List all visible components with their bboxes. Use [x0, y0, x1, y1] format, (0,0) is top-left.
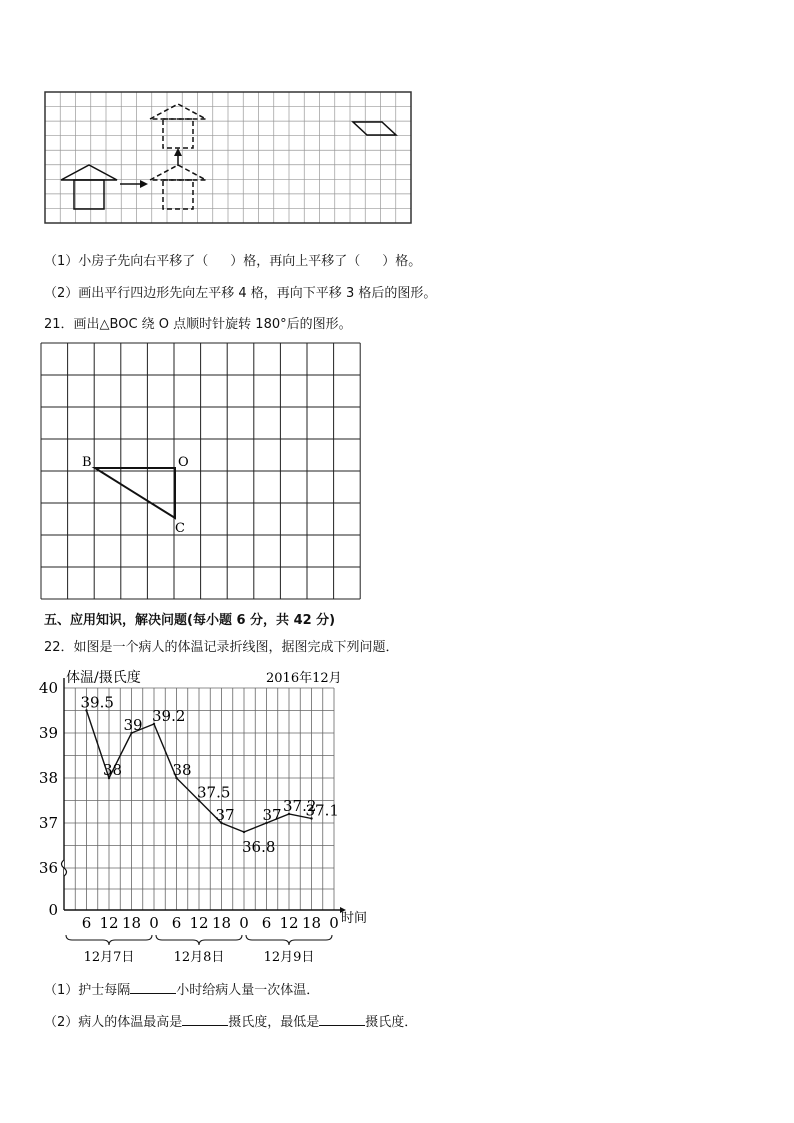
q22-part2-suffix: 摄氏度．: [365, 1015, 418, 1030]
q22-part2: [44, 1011, 417, 1030]
q20-part1-suffix: ）格。: [382, 254, 422, 269]
y-tick-label: 36: [38, 859, 58, 877]
q22-part2-prefix: （2）病人的体温最高是: [44, 1015, 183, 1030]
y-tick-label: 39: [38, 724, 58, 742]
q20-part1-prefix: （1）小房子先向右平移了（: [44, 254, 209, 269]
data-label: 39: [123, 716, 143, 734]
temperature-line-chart: [30, 660, 375, 970]
q22-part1: [44, 979, 319, 998]
section-heading: 五、应用知识，解决问题(每小题 6 分，共 42 分): [44, 613, 336, 628]
x-tick-label: 6: [171, 914, 182, 932]
x-axis-label: 时间: [341, 911, 368, 926]
day-brace: [66, 935, 152, 945]
arrow-right-icon: [120, 180, 148, 188]
q20-part2: （2）画出平行四边形先向左平移 4 格，再向下平移 3 格后的图形。: [44, 286, 437, 301]
arrow-up-icon: [174, 148, 182, 166]
data-label: 39.2: [152, 707, 186, 725]
x-tick-label: 18: [301, 914, 322, 932]
q22-part2-middle: 摄氏度，最低是: [228, 1015, 320, 1030]
x-tick-label: 12: [189, 914, 209, 932]
x-tick-label: 18: [211, 914, 232, 932]
x-tick-label: 0: [329, 914, 339, 932]
house-original: [61, 165, 117, 209]
y-tick-label: 40: [38, 679, 58, 697]
q20-part1: [44, 250, 421, 269]
x-tick-label: 12: [279, 914, 299, 932]
y-tick-labels: [39, 679, 58, 919]
x-tick-labels: [82, 914, 339, 932]
data-label: 37.5: [197, 783, 231, 802]
answer-blank[interactable]: [319, 1013, 365, 1026]
data-label: 39.5: [80, 693, 114, 712]
translation-grid: [45, 92, 411, 223]
data-label: 36.8: [242, 838, 276, 856]
label-b: B: [82, 455, 92, 470]
x-tick-label: 0: [239, 914, 249, 932]
y-tick-label: 37: [38, 814, 58, 832]
label-o: O: [178, 455, 189, 470]
q21-prompt: 21．画出△BOC 绕 O 点顺时针旋转 180°后的图形。: [44, 317, 352, 332]
answer-blank[interactable]: [182, 1013, 228, 1026]
y-tick-label: 38: [38, 769, 58, 787]
day-brace: [246, 935, 332, 945]
q22-part1-prefix: （1）护士每隔: [44, 983, 131, 998]
data-label: 37.2: [283, 797, 317, 815]
answer-blank[interactable]: [130, 981, 176, 994]
data-point: [243, 831, 245, 833]
triangle-boc: [95, 468, 175, 518]
data-label: 37: [262, 806, 282, 824]
label-c: C: [175, 521, 185, 536]
day-group-label: 12月7日: [83, 950, 135, 965]
x-tick-label: 0: [149, 914, 159, 932]
q22-prompt: 22．如图是一个病人的体温记录折线图，据图完成下列问题．: [44, 640, 399, 655]
x-tick-label: 18: [121, 914, 142, 932]
rotation-grid: [41, 343, 360, 599]
parallelogram: [353, 122, 396, 135]
x-tick-label: 12: [99, 914, 119, 932]
x-tick-label: 6: [261, 914, 272, 932]
translation-grid-figure: [40, 88, 416, 228]
data-label: 38: [172, 761, 192, 779]
x-tick-label: 6: [81, 914, 92, 932]
y-axis-label: 体温/摄氏度: [66, 670, 141, 686]
q22-part1-suffix: 小时给病人量一次体温．: [176, 983, 320, 998]
rotation-grid-figure: [38, 340, 364, 600]
y-tick-label: 0: [48, 901, 58, 919]
data-label: 38: [103, 761, 123, 779]
day-group-labels: [66, 935, 332, 965]
data-label: 37.1: [305, 801, 339, 820]
chart-title: 2016年12月: [266, 671, 342, 686]
day-brace: [156, 935, 242, 945]
data-label: 37: [215, 806, 235, 824]
q20-part1-middle: ）格，再向上平移了（: [230, 254, 361, 269]
day-group-label: 12月9日: [263, 950, 315, 965]
day-group-label: 12月8日: [173, 950, 225, 965]
